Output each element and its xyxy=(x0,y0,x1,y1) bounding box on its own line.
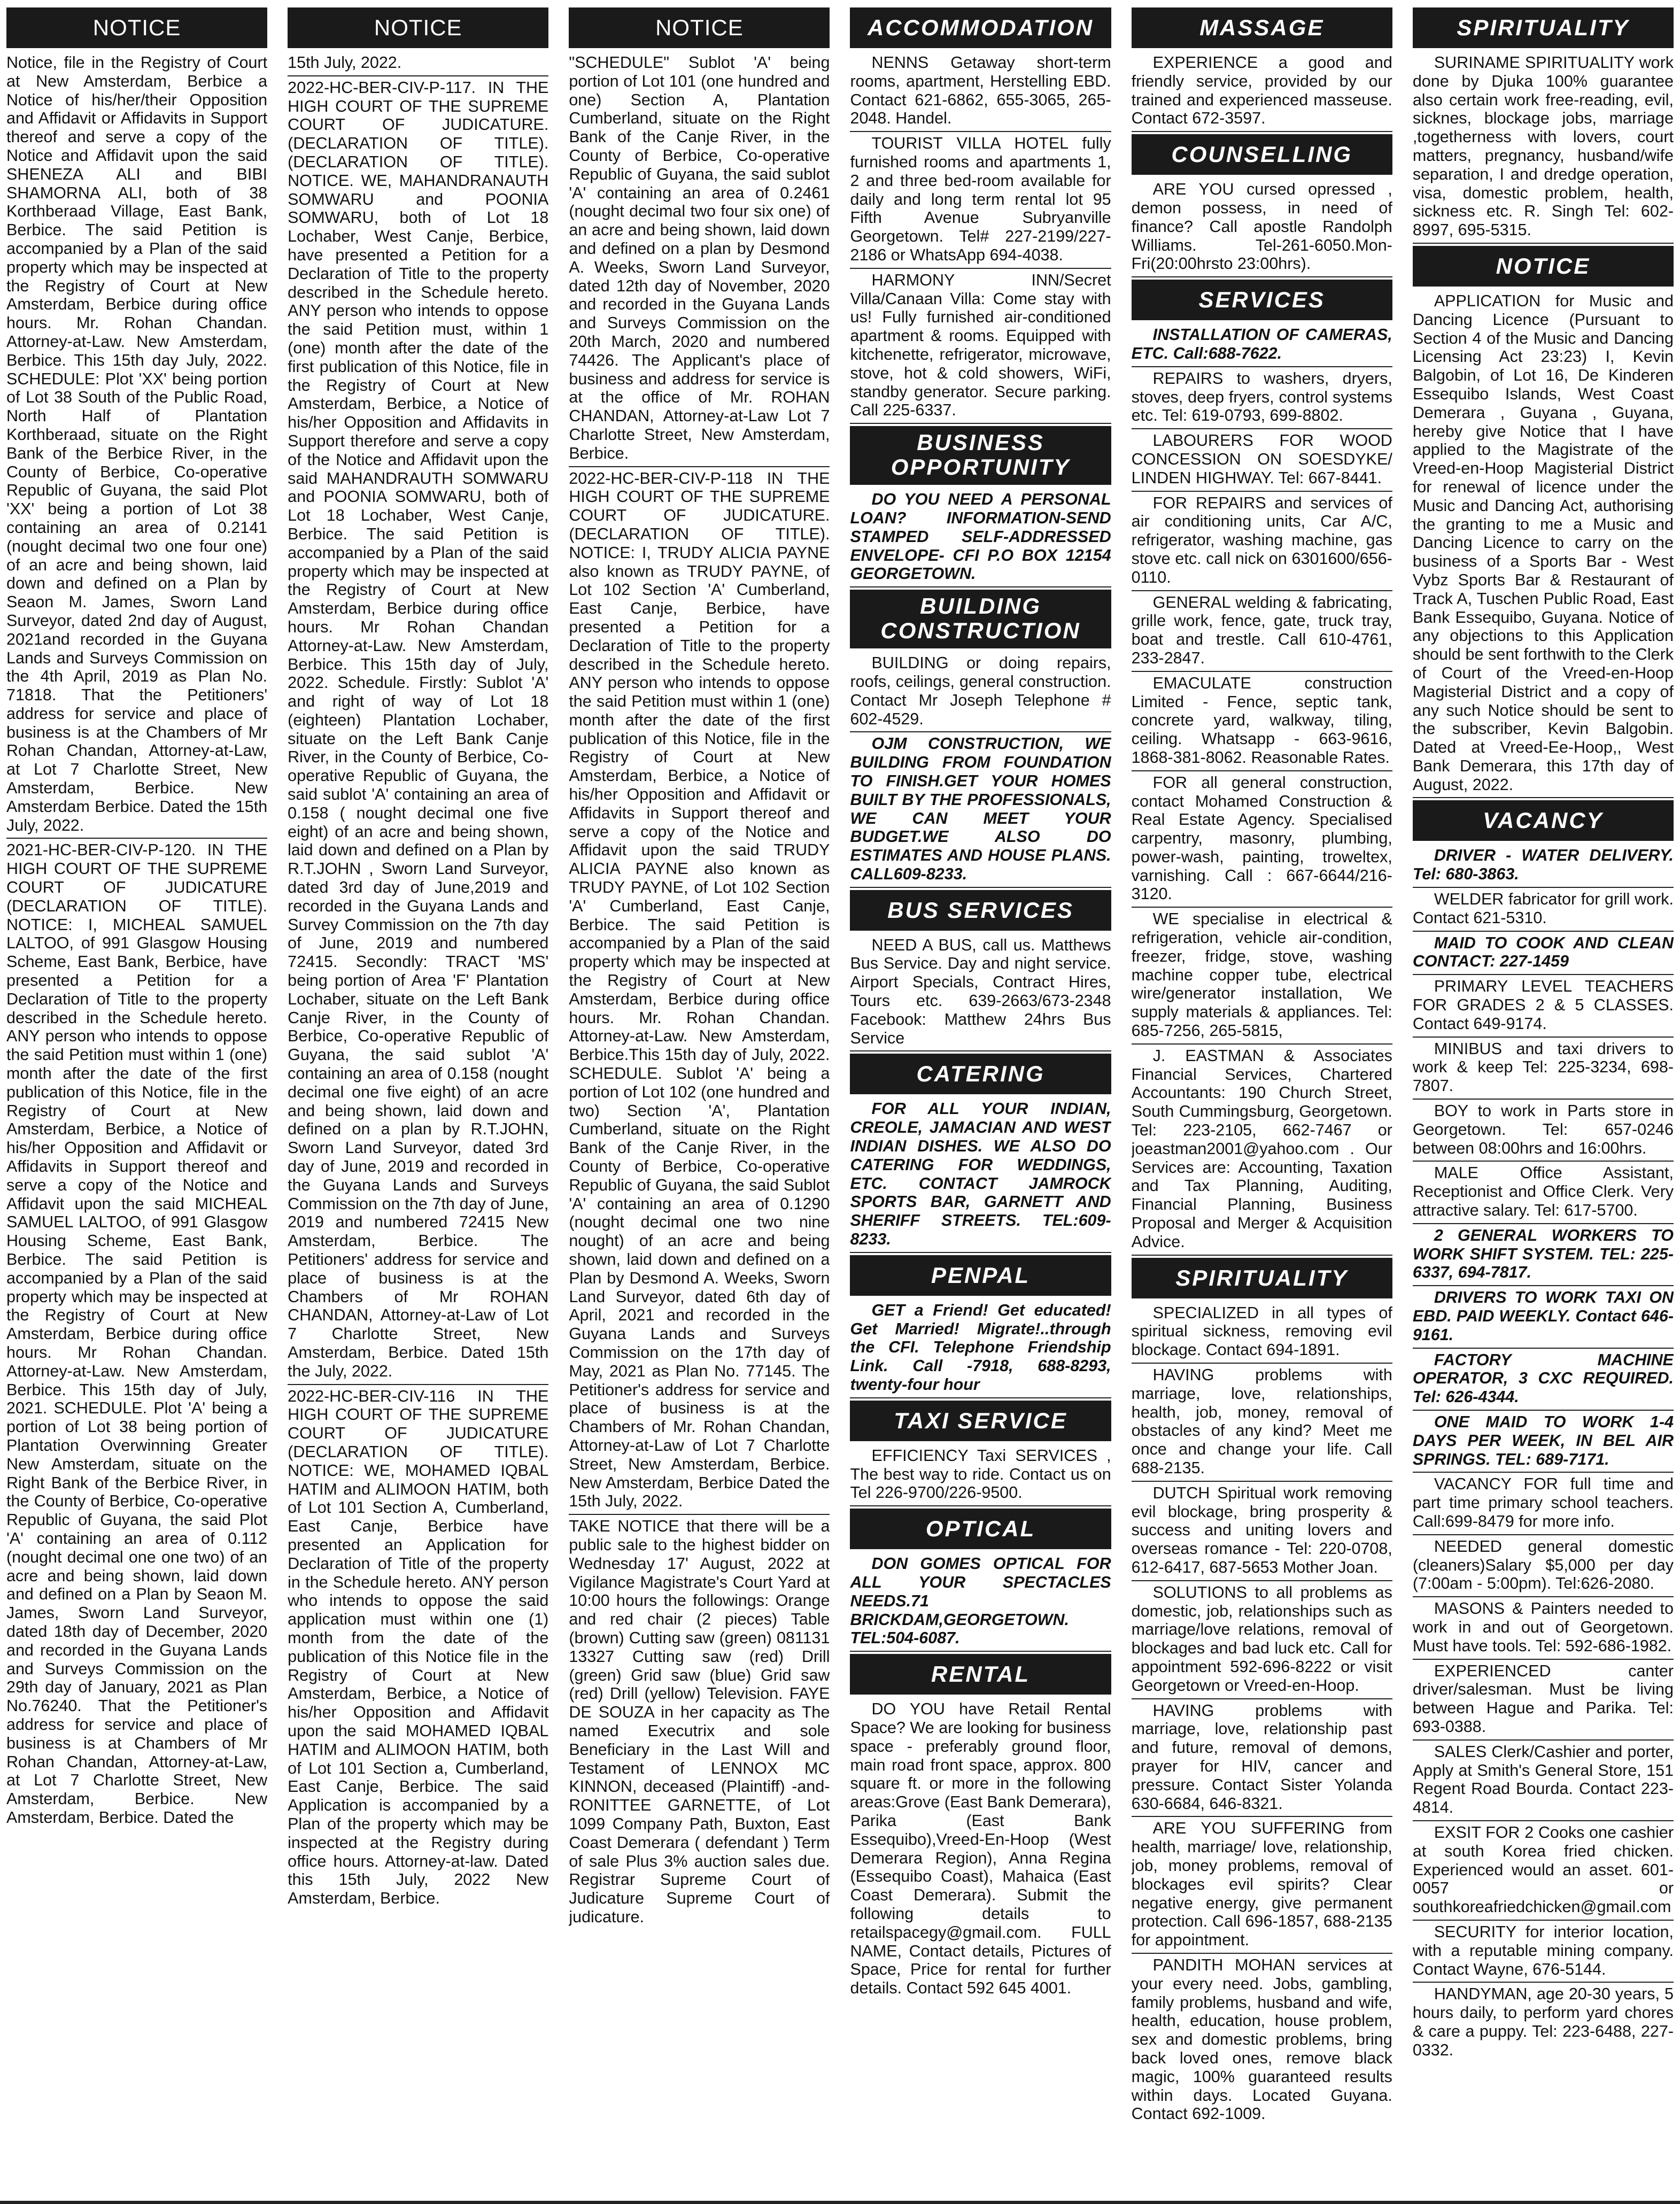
ad-maid-cook: MAID TO COOK AND CLEAN CONTACT: 227-1459 xyxy=(1413,932,1674,976)
ad-ojm-construction: OJM CONSTRUCTION, WE BUILDING FROM FOUNDATION TO FINISH.GET YOUR HOMES BUILT BY THE PROFESSIONALS, WE CAN MEET YOUR BUDGET.WE ALSO DO ESTIMATES AND HOUSE PLANS. CALL609-8233. xyxy=(850,732,1111,887)
ad-tourist-villa: TOURIST VILLA HOTEL fully furnished rooms and apartments 1, 2 and three bed-room available for daily and long term rental lot 95 Fifth Avenue Subryanville Georgetown. Tel# 227-2199/227-2186 or WhatsApp 694-4038. xyxy=(850,132,1111,269)
notice-schedule-sublot-a: "SCHEDULE" Sublot 'A' being portion of Lot 101 (one hundred and one) Section A, Plantation Cumberland, situate on the Right Bank of the Canje River, in the County of Berbice, Co-operative Republic of Guyana, the said sublot 'A' containing an area of 0.2461 (nought decimal two four six one) of an acre and being shown, laid down and defined on a plan by Desmond A. Weeks, Sworn Land Surveyor, dated 12th day of November, 2020 and recorded in the Guyana Lands and Surveys Commission on the 20th March, 2020 and numbered 74426. The Applicant's place of business and address for service is at the office of Mr. ROHAN CHANDAN, Attorney-at-Law Lot 7 Charlotte Street, New Amsterdam, Berbice. xyxy=(569,51,830,467)
taxi-service-header: TAXI SERVICE xyxy=(850,1401,1111,1441)
ad-sales-clerk: SALES Clerk/Cashier and porter, Apply at Smith's General Store, 151 Regent Road Bourda. Contact 223-4814. xyxy=(1413,1741,1674,1821)
penpal-header: PENPAL xyxy=(850,1255,1111,1296)
ad-driver-water: DRIVER - WATER DELIVERY. Tel: 680-3863. xyxy=(1413,844,1674,888)
ad-eastman-financial: J. EASTMAN & Associates Financial Services, Chartered Accountants: 190 Church Street, South Cummingsburg, Georgetown. Tel: 223-2105, 662-7467 or joeastman2001@yahoo.com . Our Services are: Accounting, Taxation and Tax Planning, Auditing, Financial Planning, Business Proposal and Merger & Acquisition Advice. xyxy=(1132,1045,1392,1256)
ad-massage: EXPERIENCE a good and friendly service, provided by our trained and experienced masseuse. Contact 672-3597. xyxy=(1132,51,1392,132)
ad-suriname-spirituality: SURINAME SPIRITUALITY work done by Djuka 100% guarantee also certain work free-reading, evil, sicknes, blockage jobs, marriage ,togetherness with lovers, court matters, pregnancy, husband/wife separation, I and dredge operation, visa, domestic problem, health, sickness etc. R. Singh Tel: 602-8997, 695-5315. xyxy=(1413,51,1674,244)
ad-primary-teachers: PRIMARY LEVEL TEACHERS FOR GRADES 2 & 5 CLASSES. Contact 649-9174. xyxy=(1413,975,1674,1037)
ad-nenns: NENNS Getaway short-term rooms, apartment, Herstelling EBD. Contact 621-6862, 655-3065, 265-2048. Handel. xyxy=(850,51,1111,132)
ad-personal-loan: DO YOU NEED A PERSONAL LOAN? INFORMATION-SEND STAMPED SELF-ADDRESSED ENVELOPE- CFI P.O BOX 12154 GEORGETOWN. xyxy=(850,488,1111,587)
ad-appliance-repairs: REPAIRS to washers, dryers, stoves, deep fryers, control systems etc. Tel: 619-0793, 699-8802. xyxy=(1132,367,1392,429)
spirituality-header: SPIRITUALITY xyxy=(1413,7,1674,48)
ad-male-office-assistant: MALE Office Assistant, Receptionist and Office Clerk. Very attractive salary. Tel: 617-5700. xyxy=(1413,1162,1674,1224)
ad-camera-installation: INSTALLATION OF CAMERAS, ETC. Call:688-7622. xyxy=(1132,323,1392,367)
notice-sheneza-ali: Notice, file in the Registry of Court at New Amsterdam, Berbice a Notice of his/her/their Opposition and Affidavit or Affidavits in Support thereof and serve a copy of the Notice and Affidavit upon the said SHENEZA ALI and BIBI SHAMORNA ALI, both of 38 Korthberaad Village, East Bank, Berbice. The said Petition is accompanied by a Plan of the said property which may be inspected at the Registry of Court at New Amsterdam, Berbice during office hours. Mr. Rohan Chandan. Attorney-at-Law. New Amsterdam, Berbice. This 15th day July, 2022. SCHEDULE: Plot 'XX' being portion of Lot 38 South of the Public Road, North Half of Plantation Korthberaad, situate on the Right Bank of the Berbice River, in the County of Berbice, Co-operative Republic of Guyana, the said Plot 'XX' being a portion of Lot 38 containing an area of 0.2141 (nought decimal two one four one) of an acre and being shown, laid down and defined on a Plan by Seaon M. James, Sworn Land Surveyor, dated 2nd day of August, 2021and recorded in the Guyana Lands and Surveys Commission on the 4th April, 2019 as Plan No. 71818. That the Petitioners' address for service and place of business is at the Chambers of Mr Rohan Chandan, Attorney-at-Law, at Lot 7 Charlotte Street, New Amsterdam, Berbice. New Amsterdam Berbice. Dated the 15th July, 2022. xyxy=(6,51,267,839)
ad-labourers: LABOURERS FOR WOOD CONCESSION ON SOESDYKE/ LINDEN HIGHWAY. Tel: 667-8441. xyxy=(1132,429,1392,491)
ad-spiritual-suffering: ARE YOU SUFFERING from health, marriage/ love, relationship, job, money problems, removal of blockages evil spirits? Clear negative energy, give permanent protection. Call 696-1857, 688-2135 for appointment. xyxy=(1132,1817,1392,1954)
vacancy-header: VACANCY xyxy=(1413,800,1674,841)
ad-maid-bel-air: ONE MAID TO WORK 1-4 DAYS PER WEEK, IN BEL AIR SPRINGS. TEL: 689-7171. xyxy=(1413,1411,1674,1473)
notice-continued-date: 15th July, 2022. xyxy=(288,51,548,76)
ad-retail-rental: DO YOU have Retail Rental Space? We are looking for business space - preferably ground floor, main road front space, approx. 800 square ft. or more in the following areas:Grove (East Bank Demerara), Parika (East Bank Essequibo),Vreed-En-Hoop (West Demerara Region), Anna Regina (Essequibo Coast), Mahaica (East Coast Demerara). Submit the following details to retailspacegy@gmail.com. FULL NAME, Contact details, Pictures of Space, Price for rental for further details. Contact 592 645 4001. xyxy=(850,1700,1111,1998)
ad-security: SECURITY for interior location, with a reputable mining company. Contact Wayne, 676-5144. xyxy=(1413,1921,1674,1983)
notice-header: NOTICE xyxy=(288,7,548,48)
ad-general-workers: 2 GENERAL WORKERS TO WORK SHIFT SYSTEM. TEL: 225-6337, 694-7817. xyxy=(1413,1224,1674,1286)
spirituality-header: SPIRITUALITY xyxy=(1132,1258,1392,1298)
business-header-line1: BUSINESS xyxy=(917,430,1044,455)
ad-penpal: GET a Friend! Get educated! Get Married! Migrate!..through the CFI. Telephone Friendship Link. Call -7918, 688-8293, twenty-four hour xyxy=(850,1299,1111,1398)
notice-hatim: 2022-HC-BER-CIV-116 IN THE HIGH COURT OF THE SUPREME COURT OF JUDICATURE (DECLARATION OF TITLE). NOTICE: WE, MOHAMED IQBAL HATIM and ALIMOON HATIM, both of Lot 101 Section A, Cumberland, East Canje, Berbice have presented an Application for Declaration of Title of the property in the Schedule hereto. ANY person who intends to oppose the said application must within one (1) month from the date of the publication of this Notice file in the Registry of Court at New Amsterdam, Berbice, a Notice of his/her Opposition and Affidavit upon the said MOHAMED IQBAL HATIM and ALIMOON HATIM, both of Lot 101 Section a, Cumberland, East Canje, Berbice. The said Application is accompanied by a Plan of the property which may be inspected at the Registry during office hours. Attorney-at-law. Dated this 15th July, 2022 New Amsterdam, Berbice. xyxy=(288,1387,549,1908)
notice-header: NOTICE xyxy=(6,7,267,48)
ad-minibus-drivers: MINIBUS and taxi drivers to work & keep Tel: 225-3234, 698-7807. xyxy=(1413,1038,1674,1100)
bus-services-header: BUS SERVICES xyxy=(850,890,1111,931)
ad-canter-driver: EXPERIENCED canter driver/salesman. Must be living between Hague and Parika. Tel: 693-0388. xyxy=(1413,1660,1674,1741)
ad-matthews-bus: NEED A BUS, call us. Matthews Bus Service. Day and night service. Airport Specials, Contract Hires, Tours etc. 639-2663/673-2348 Facebook: Matthew 24hrs Bus Service xyxy=(850,934,1111,1052)
ad-spiritual-having-2: HAVING problems with marriage, love, relationship past and future, removal of demons, prayer for HIV, cancer and pressure. Contact Sister Yolanda 630-6684, 646-8321. xyxy=(1132,1699,1392,1818)
ad-spiritual-having-1: HAVING problems with marriage, love, relationships, health, job, money, removal of obstacles of any kind? Meet me once and change your life. Call 688-2135. xyxy=(1132,1364,1392,1482)
ad-electrical-refrigeration: WE specialise in electrical & refrigeration, vehicle air-condition, freezer, fridge, stove, washing machine copper tube, electrical wire/generator installation, We supply materials & appliances. Tel: 685-7256, 265-5815, xyxy=(1132,908,1392,1045)
notice-public-sale: TAKE NOTICE that there will be a public sale to the highest bidder on Wednesday 17' August, 2022 at Vigilance Magistrate's Court Yard at 10:00 hours the followings: Orange and red chair (2 pieces) Table (brown) Cutting saw (green) 081131 13327 Cutting saw (red) Drill (green) Grid saw (blue) Grid saw (red) Drill (yellow) Television. FAYE DE SOUZA in her capacity as The named Executrix and sole Beneficiary in the Last Will and Testament of LENNOX MC KINNON, deceased (Plaintiff) -and-RONITTEE GARNETTE, of Lot 1099 Company Path, Buxton, East Coast Demerara ( defendant ) Term of sale Plus 3% auction sales due. Registrar Supreme Court of Judicature Supreme Court of judicature. xyxy=(569,1517,830,1926)
rental-header: RENTAL xyxy=(850,1654,1111,1695)
ad-taxi-drivers: DRIVERS TO WORK TAXI ON EBD. PAID WEEKLY. Contact 646-9161. xyxy=(1413,1286,1674,1348)
ad-welding: GENERAL welding & fabricating, grille work, fence, gate, truck tray, boat and trestle. Call 610-4761, 233-2847. xyxy=(1132,591,1392,672)
ad-factory-operator: FACTORY MACHINE OPERATOR, 3 CXC REQUIRED. Tel: 626-4344. xyxy=(1413,1349,1674,1411)
notice-somwaru: 2022-HC-BER-CIV-P-117. IN THE HIGH COURT OF THE SUPREME COURT OF JUDICATURE. (DECLARATION OF TITLE). (DECLARATION OF TITLE). NOTICE. WE, MAHANDRANAUTH SOMWARU and POONIA SOMWARU, both of Lot 18 Lochaber, West Canje, Berbice, have presented a Petition for a Declaration of Title to the property described in the Schedule hereto. ANY person who intends to oppose the said Petition must, within 1 (one) month after the date of the first publication of this Notice, file in the Registry of Court at New Amsterdam, Berbice, a Notice of his/her Opposition and Affidavits in Support therefore and serve a copy of the Notice and Affidavit upon the said MAHANDRAUTH SOMWARU and POONIA SOMWARU, both of Lot 18 Lochaber, West Canje, Berbice. The said Petition is accompanied by a Plan of the said property which may be inspected at the Registry of Court at New Amsterdam, Berbice during office hours. Mr Rohan Chandan Attorney-at-Law. New Amsterdam, Berbice. This 15th day of July, 2022. Schedule. Firstly: Sublot 'A' and right of way of Lot 18 (eighteen) Plantation Lochaber, situate on the Left Bank Canje River, in the County of Berbice, Co-operative Republic of Guyana, the said sublot 'A' containing an area of 0.158 ( nought decimal one five eight) of an acre and being shown, laid down and defined on a Plan by R.T.JOHN , Sworn Land Surveyor, dated 3rd day of June,2019 and recorded in the Guyana Lands and Survey Commission on the 7th day of June, 2019 and numbered 72415. Secondly: TRACT 'MS' being portion of Area 'F' Plantation Lochaber, situate on the Left Bank Canje River, in the County of Berbice, Co-operative Republic of Guyana, the said sublot 'A' containing an area of 0.158 (nought decimal one five eight) of an acre and being shown, laid down and defined on a plan by R.T.JOHN, Sworn Land Surveyor, dated 3rd day of June, 2019 and recorded in the Guyana Lands and Surveys Commission on the 7th day of June, 2019 and numbered 72415 New Amsterdam, Berbice. The Petitioners' address for service and place of business is at the Chambers of Mr ROHAN CHANDAN, Attorney-at-Law of Lot 7 Charlotte Street, New Amsterdam, Berbice. Dated 15th the July, 2022. xyxy=(288,76,548,1385)
column-3 xyxy=(569,5,830,2199)
column-1 xyxy=(6,5,267,2199)
notice-trudy-payne: 2022-HC-BER-CIV-P-118 IN THE HIGH COURT OF THE SUPREME COURT OF JUDICATURE. (DECLARATION OF TITLE). NOTICE: I, TRUDY ALICIA PAYNE also known as TRUDY PAYNE, of Lot 102 Section 'A' Cumberland, East Canje, Berbice, have presented a Petition for a Declaration of Title to the property described in the Schedule hereto. ANY person who intends to oppose the said Petition must within 1 (one) month after the date of the first publication of this Notice, file in the Registry of Court at New Amsterdam, Berbice, a Notice of his/her Opposition and Affidavit or Affidavits in Support thereof and serve a copy of the Notice and Affidavit upon the said TRUDY ALICIA PAYNE also known as TRUDY PAYNE, of Lot 102 Section 'A' Cumberland, East Canje, Berbice. The said Petition is accompanied by a Plan of the said property which may be inspected at the Registry of Court at New Amsterdam, Berbice during office hours. Mr. Rohan Chandan. Attorney-at-Law. New Amsterdam, Berbice.This 15th day of July, 2022. SCHEDULE. Sublot 'A' being a portion of Lot 102 (one hundred and two) Section 'A', Plantation Cumberland, situate on the Right Bank of the Canje River, in the County of Berbice, Co-operative Republic of Guyana, the said Sublot 'A' containing an area of 0.1290 (nought decimal one two nine nought) of an acre and being shown, laid down and defined on a Plan by Desmond A. Weeks, Sworn Land Surveyor, dated 6th day of April, 2021 and recorded in the Guyana Lands and Surveys Commission on the 17th day of May, 2021 as Plan No. 77145. The Petitioner's address for service and place of business is at the Chambers of Mr. Rohan Chandan, Attorney-at-Law of Lot 7 Charlotte Street, New Amsterdam, Berbice. New Amsterdam, Berbice Dated the 15th July, 2022. xyxy=(569,467,830,1515)
ad-don-gomes-optical: DON GOMES OPTICAL FOR ALL YOUR SPECTACLES NEEDS.71 BRICKDAM,GEORGETOWN. TEL:504-6087. xyxy=(850,1552,1111,1652)
notice-header: NOTICE xyxy=(569,7,830,48)
ad-spiritual-solutions: SOLUTIONS to all problems as domestic, job, relationships such as marriage/love relations, removal of blockages and bad luck etc. Call for appointment 592-696-8222 or visit Georgetown or Vreed-en-Hoop. xyxy=(1132,1581,1392,1699)
column-5 xyxy=(1132,5,1392,2199)
building-header-line1: BUILDING xyxy=(920,593,1042,619)
ad-domestic-cleaners: NEEDED general domestic (cleaners)Salary $5,000 per day (7:00am - 5:00pm). Tel:626-2080. xyxy=(1413,1535,1674,1597)
ad-spiritual-dutch: DUTCH Spiritual work removing evil blockage, bring prosperity & success and uniting lovers and overseas romance - Tel: 220-0708, 612-6417, 687-5653 Mother Joan. xyxy=(1132,1482,1392,1581)
optical-header: OPTICAL xyxy=(850,1509,1111,1549)
ad-handyman: HANDYMAN, age 20-30 years, 5 hours daily, to perform yard chores & care a puppy. Tel: 223-6488, 227-0332. xyxy=(1412,1985,1674,2059)
business-opportunity-header xyxy=(850,426,1111,485)
catering-header: CATERING xyxy=(850,1054,1111,1094)
business-header-line2: OPPORTUNITY xyxy=(891,454,1071,480)
ad-welder: WELDER fabricator for grill work. Contact 621-5310. xyxy=(1413,888,1674,932)
building-construction-header xyxy=(850,590,1111,648)
ad-efficiency-taxi: EFFICIENCY Taxi SERVICES , The best way to ride. Contact us on Tel 226-9700/226-9500. xyxy=(850,1444,1111,1506)
notice-header: NOTICE xyxy=(1413,246,1674,287)
classifieds-page xyxy=(6,5,1674,2199)
ad-building-repairs: BUILDING or doing repairs, roofs, ceilings, general construction. Contact Mr Joseph Telephone # 602-4529. xyxy=(850,652,1111,732)
ad-jamrock-catering: FOR ALL YOUR INDIAN, CREOLE, JAMACIAN AND WEST INDIAN DISHES. WE ALSO DO CATERING FOR WEDDINGS, ETC. CONTACT JAMROCK SPORTS BAR, GARNETT AND SHERIFF STREETS. TEL:609-8233. xyxy=(850,1097,1111,1252)
ad-spiritual-specialized: SPECIALIZED in all types of spiritual sickness, removing evil blockage. Contact 694-1891. xyxy=(1132,1302,1392,1364)
ad-ac-repairs: FOR REPAIRS and services of air conditioning units, Car A/C, refrigerator, washing machine, gas stove etc. call nick on 6301600/656-0110. xyxy=(1132,492,1392,591)
ad-mohamed-construction: FOR all general construction, contact Mohamed Construction & Real Estate Agency. Specialised carpentry, masonry, plumbing, power-wash, painting, troweltex, varnishing. Call : 667-6644/216-3120. xyxy=(1132,771,1392,908)
column-4 xyxy=(850,5,1111,2199)
ad-music-dancing-licence: APPLICATION for Music and Dancing Licence (Pursuant to Section 4 of the Music and Dancing Licensing Act 23:23) I, Kevin Balgobin, of Lot 16, De Kinderen Essequibo Islands, West Coast Demerara , Guyana , Guyana, hereby give Notice that I have applied to the Magistrate of the Vreed-en-Hoop Magisterial District for renewal of licence under the Music and Dancing Act, authorising the granting to me a Music and Dancing Licence to carry on the business of a Sports Bar - West Vybz Sports Bar & Restaurant of Track A, Tuschen Public Road, East Bank Essequibo, Guyana. Notice of any objections to this Application should be sent forthwith to the Clerk of Court of the Vreed-en-Hoop Magisterial District and a copy of any such Notice should be sent to the subscriber, Kevin Balgobin. Dated at Vreed-Ee-Hoop,, West Bank Demerara, this 17th day of August, 2022. xyxy=(1413,290,1674,799)
accommodation-header: ACCOMMODATION xyxy=(850,7,1111,48)
column-2 xyxy=(288,5,548,2199)
ad-counselling: ARE YOU cursed opressed , demon possess, in need of finance? Call apostle Randolph Williams. Tel-261-6050.Mon-Fri(20:00hrsto 23:00hrs). xyxy=(1132,178,1392,277)
services-header: SERVICES xyxy=(1132,280,1392,320)
ad-cooks-cashier: EXSIT FOR 2 Cooks one cashier at south Korea fried chicken. Experienced would an asset. 601-0057 or southkoreafriedchicken@gmail.com xyxy=(1413,1821,1674,1921)
ad-harmony-inn: HARMONY INN/Secret Villa/Canaan Villa: Come stay with us! Fully furnished air-conditioned apartment & rooms. Equipped with kitchenette, refrigerator, microwave, stove, hot & cold showers, WiFi, standby generator. Secure parking. Call 225-6337. xyxy=(850,269,1111,424)
ad-vacancy-teachers: VACANCY FOR full time and part time primary school teachers. Call:699-8479 for more info. xyxy=(1413,1473,1674,1535)
bottom-rule xyxy=(0,2201,1680,2204)
column-6 xyxy=(1413,5,1674,2199)
ad-parts-store-boy: BOY to work in Parts store in Georgetown. Tel: 657-0246 between 08:00hrs and 16:00hrs. xyxy=(1413,1100,1674,1162)
notice-micheal-laltoo: 2021-HC-BER-CIV-P-120. IN THE HIGH COURT OF THE SUPREME COURT OF JUDICATURE (DECLARATION OF TITLE). NOTICE: I, MICHEAL SAMUEL LALTOO, of 991 Glasgow Housing Scheme, East Bank, Berbice, have presented a Petition for a Declaration of Title to the property described in the Schedule hereto. ANY person who intends to oppose the said Petition must within 1 (one) month after the date of the first publication of this Notice, file in the Registry of Court at New Amsterdam, Berbice, a Notice of his/her Opposition and Affidavit or Affidavits in Support thereof and serve a copy of the Notice and Affidavit upon the said MICHEAL SAMUEL LALTOO, of 991 Glasgow Housing Scheme, East Bank, Berbice. The said Petition is accompanied by a Plan of the said property which may be inspected at the Registry of Court at New Amsterdam, Berbice during office hours. Mr Rohan Chandan. Attorney-at-Law. New Amsterdam, Berbice. This 15th day of July, 2021. SCHEDULE. Plot 'A' being a portion of Lot 38 being portion of Plantation Overwinning Greater New Amsterdam, situate on the Right Bank of the Berbice River, in the County of Berbice, Co-operative Republic of Guyana, the said Plot 'A' containing an area of 0.112 (nought decimal one one two) of an acre and being shown, laid down and defined on a Plan by Seaon M. James, Sworn Land Surveyor, dated 18th day of December, 2020 and recorded in the Guyana Lands and Surveys Commission on the 29th day of January, 2021 as Plan No.76240. That the Petitioner's address for service and place of business is at Chambers of Mr Rohan Chandan, Attorney-at-Law, at Lot 7 Charlotte Street, New Amsterdam, Berbice. New Amsterdam, Berbice. Dated the xyxy=(6,841,268,1827)
ad-masons-painters: MASONS & Painters needed to work in and out of Georgetown. Must have tools. Tel: 592-686-1982. xyxy=(1413,1597,1674,1659)
massage-header: MASSAGE xyxy=(1132,7,1392,48)
ad-emaculate-construction: EMACULATE construction Limited - Fence, septic tank, concrete yard, walkway, tiling, ceiling. Whatsapp - 663-9616, 1868-381-8062. Reasonable Rates. xyxy=(1132,672,1392,771)
ad-pandith-mohan: PANDITH MOHAN services at your every need. Jobs, gambling, family problems, husband and wife, health, education, house problem, sex and domestic problems, bring back loved ones, remove black magic, 100% guaranteed results within days. Located Guyana. Contact 692-1009. xyxy=(1131,1955,1392,2123)
counselling-header: COUNSELLING xyxy=(1132,134,1392,175)
building-header-line2: CONSTRUCTION xyxy=(880,618,1081,644)
